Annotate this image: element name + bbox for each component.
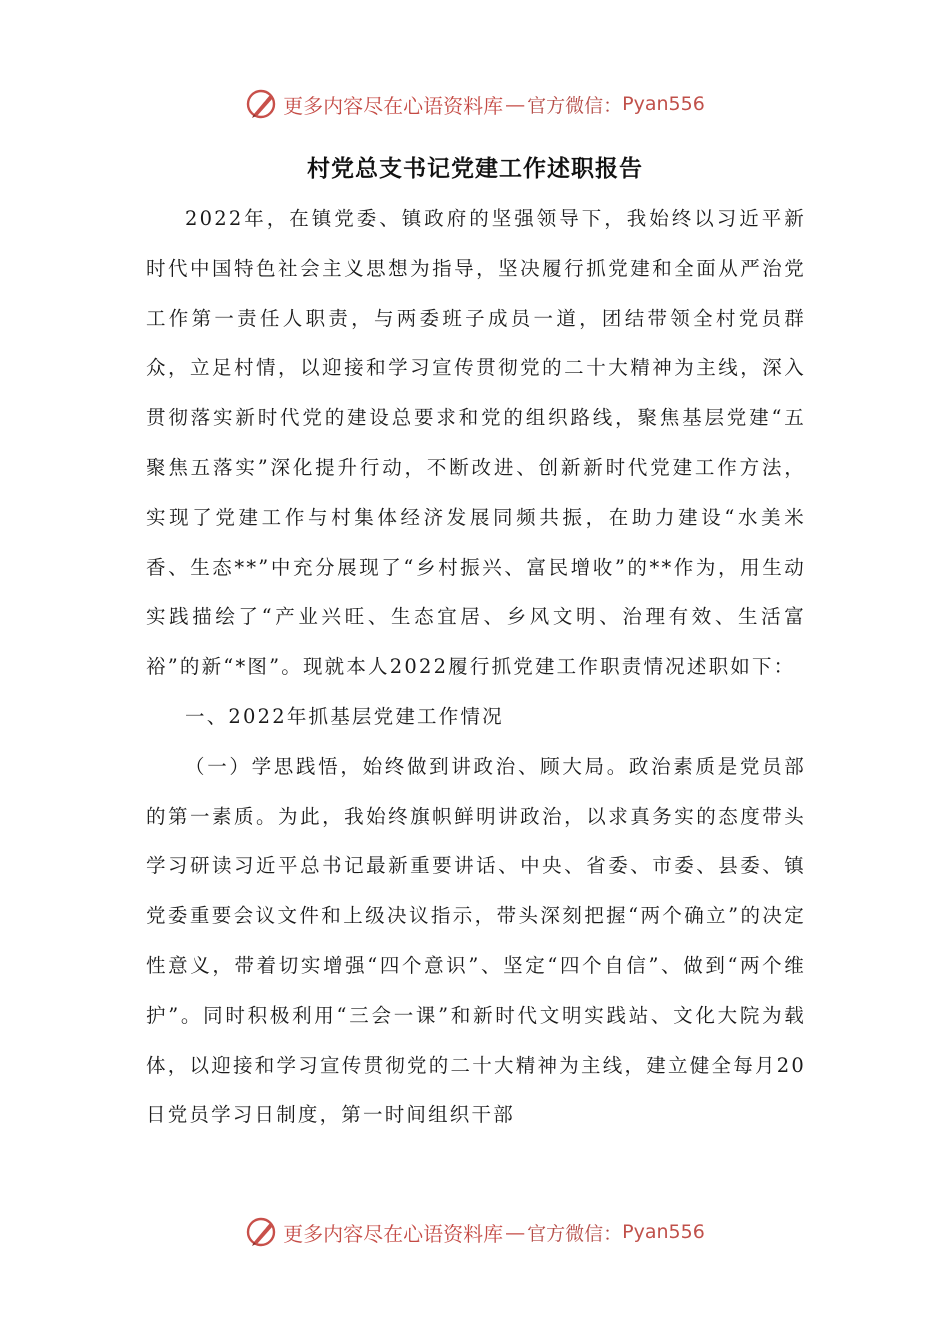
banner-text: 更多内容尽在心语资料库 [283,93,504,118]
paragraph-intro: 2022年，在镇党委、镇政府的坚强领导下，我始终以习近平新时代中国特色社会主义思想为指导，坚决履行抓党建和全面从严治党工作第一责任人职责，与两委班子成员一道，团结带领全村党员群众，立足村情，以迎接和学习宣传贯彻党的二十大精神为主线，深入贯彻落实新时代党的建设总要求和党的组织路线，聚焦基层党建“五聚焦五落实”深化提升行动，不断改进、创新新时代党建工作方法，实现了党建工作与村集体经济发展同频共振，在助力建设“水美米香、生态**”中充分展现了“乡村振兴、富民增收”的**作为，用生动实践描绘了“产业兴旺、生态宜居、乡风文明、治理有效、生活富裕”的新“*图”。现就本人2022履行抓党建工作职责情况述职如下： [146,207,806,679]
document-body [146,194,806,1140]
section-heading: 一、2022年抓基层党建工作情况 [185,704,504,728]
banner-text: 更多内容尽在心语资料库 [283,1221,504,1246]
paragraph-section-1: （一）学思践悟，始终做到讲政治、顾大局。政治素质是党员部的第一素质。为此，我始终旗帜鲜明讲政治，以求真务实的态度带头学习研读习近平总书记最新重要讲话、中央、省委、市委、县委、镇党委重要会议文件和上级决议指示，带头深刻把握“两个确立”的决定性意义，带着切实增强“四个意识”、坚定“四个自信”、做到“两个维护”。同时积极利用“三会一课”和新时代文明实践站、文化大院为载体，以迎接和学习宣传贯彻党的二十大精神为主线，建立健全每月20日党员学习日制度，第一时间组织干部 [146,754,806,1127]
footer-banner [0,1210,950,1254]
banner-wechat-label: 官方微信： [527,1222,623,1245]
banner-dash: — [505,92,526,116]
banner-dash: — [505,1220,526,1244]
banner-wechat-label: 官方微信： [527,94,623,117]
header-banner [0,82,950,126]
banner-wechat-id: Pyan556 [622,93,705,115]
logo-pen-icon [245,87,279,121]
banner-wechat-id: Pyan556 [622,1221,705,1243]
logo-pen-icon [245,1215,279,1249]
document-title: 村党总支书记党建工作述职报告 [307,155,643,182]
